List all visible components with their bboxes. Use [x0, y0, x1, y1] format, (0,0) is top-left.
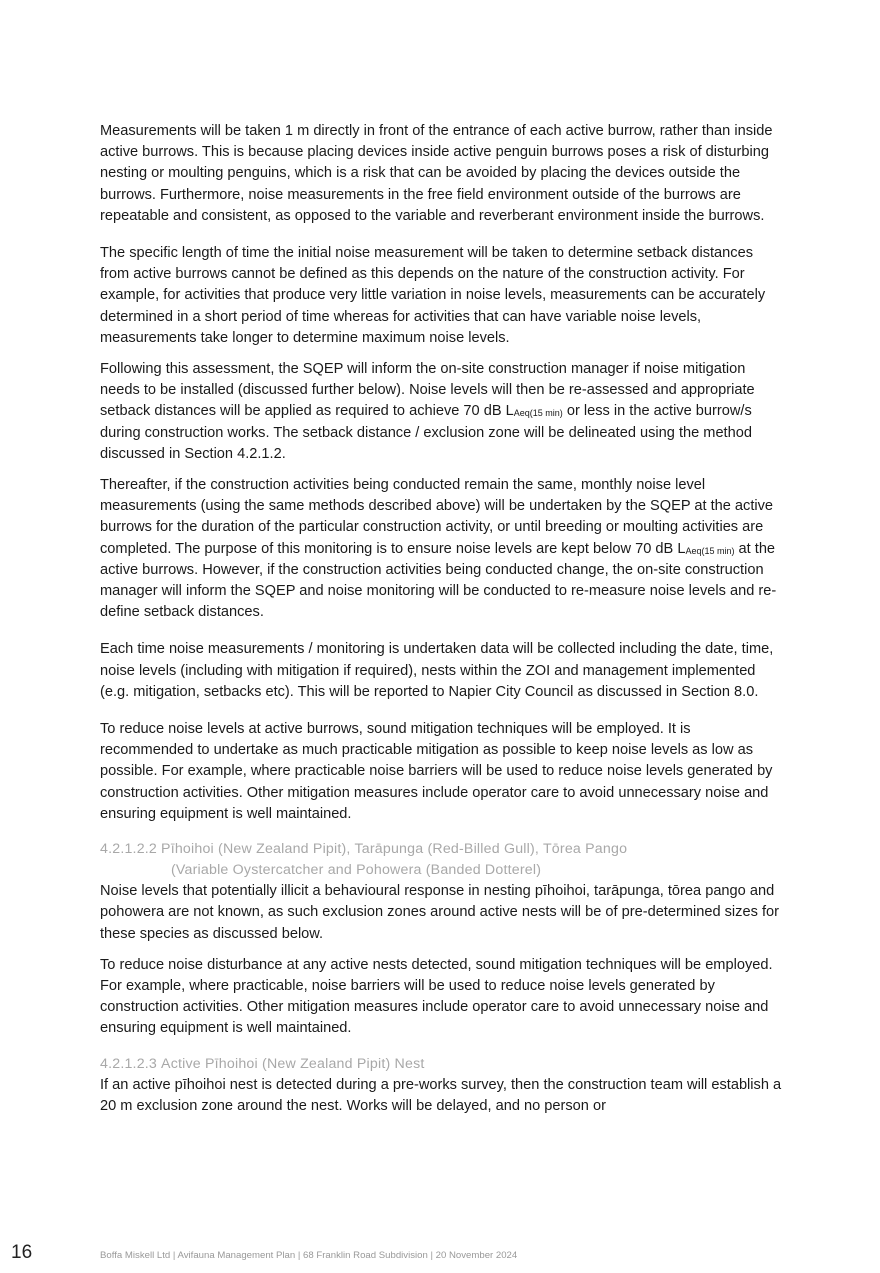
paragraph-nesting-birds: Noise levels that potentially illicit a behavioural response in nesting pīhoihoi, tarāpunga, tōrea pango and pohowera are not known, as such exclusion zones around active nests will be of pre-determined sizes for these species as discussed below.: [100, 883, 779, 942]
text-segment: at the active burrows. However, if the construction activities being conducted change, the on-site construction manager will inform the SQEP and noise monitoring will be conducted to re-measure noise levels and re-define setback distances.: [100, 540, 777, 621]
section-title-line2: (Variable Oystercatcher and Pohowera (Banded Dotterel): [171, 862, 542, 879]
paragraph-noise-mitigation: To reduce noise levels at active burrows, sound mitigation techniques will be employed. It is recommended to undertake as much practicable mitigation as possible to keep noise levels as low as possible. For example, where practicable noise barriers will be used to reduce noise levels generated by construction activities. Other mitigation measures include operator care to avoid unnecessary noise and ensuring equipment is well maintained.: [100, 721, 773, 822]
section-heading-4-2-1-2-3: [100, 1054, 784, 1075]
subscript: Aeq(15 min): [685, 545, 735, 556]
footer-text: Boffa Miskell Ltd | Avifauna Management Plan | 68 Franklin Road Subdivision | 20 November 2024: [100, 1250, 518, 1261]
paragraph-pipit-nest: If an active pīhoihoi nest is detected during a pre-works survey, then the construction team will establish a 20 m exclusion zone around the nest. Works will be delayed, and no person or: [100, 1076, 782, 1114]
paragraph-measurement-location: Measurements will be taken 1 m directly in front of the entrance of each active burrow, rather than inside active burrows. This is because placing devices inside active penguin burrows poses a risk of disturbing nesting or moulting penguins, which is a risk that can be avoided by placing the devices outside the burrows. Furthermore, noise measurements in the free field environment outside of the burrows are repeatable and consistent, as opposed to the variable and reverberant environment inside the burrows.: [100, 123, 773, 224]
page-number: 16: [11, 1242, 33, 1263]
section-title-line1: Pīhoihoi (New Zealand Pipit), Tarāpunga (Red-Billed Gull), Tōrea Pango: [161, 841, 628, 858]
document-body: [100, 121, 784, 1133]
paragraph-following-assessment: [100, 359, 784, 465]
section-number: 4.2.1.2.3: [100, 1055, 158, 1072]
section-title: Active Pīhoihoi (New Zealand Pipit) Nest: [161, 1055, 425, 1072]
paragraph-nest-mitigation: To reduce noise disturbance at any active nests detected, sound mitigation techniques will be employed. For example, where practicable, noise barriers will be used to reduce noise levels generated by construction activities. Other mitigation measures include operator care to avoid unnecessary noise and ensuring equipment is well maintained.: [100, 956, 773, 1037]
text-segment: Following this assessment, the SQEP will inform the on-site construction manager if noise mitigation needs to be installed (discussed further below). Noise levels will then be re-assessed and appropriate setback distances will be applied as required to achieve 70 dB L: [100, 361, 755, 420]
section-number: 4.2.1.2.2: [100, 841, 158, 858]
text-segment: Thereafter, if the construction activities being conducted remain the same, monthly noise level measurements (using the same methods described above) will be undertaken by the SQEP at the active burrows for the duration of the particular construction activity, or until breeding or moulting activities are completed. The purpose of this monitoring is to ensure noise levels are kept below 70 dB L: [100, 477, 774, 557]
paragraph-monthly-monitoring: [100, 475, 784, 623]
section-heading-4-2-1-2-2: [100, 839, 784, 881]
paragraph-data-collection: Each time noise measurements / monitoring is undertaken data will be collected including the date, time, noise levels (including with mitigation if required), nests within the ZOI and management implemented (e.g. mitigation, setbacks etc). This will be reported to Napier City Council as discussed in Section 8.0.: [100, 641, 774, 700]
paragraph-measurement-duration: The specific length of time the initial noise measurement will be taken to determine setback distances from active burrows cannot be defined as this depends on the nature of the construction activity. For example, for activities that produce very little variation in noise levels, measurements can be accurately determined in a short period of time whereas for activities that can have variable noise levels, measurements take longer to determine maximum noise levels.: [100, 245, 766, 346]
text-segment: or less in the active burrow/s during construction works. The setback distance / exclusion zone will be delineated using the method discussed in Section 4.2.1.2.: [100, 403, 752, 462]
subscript: Aeq(15 min): [513, 408, 563, 419]
